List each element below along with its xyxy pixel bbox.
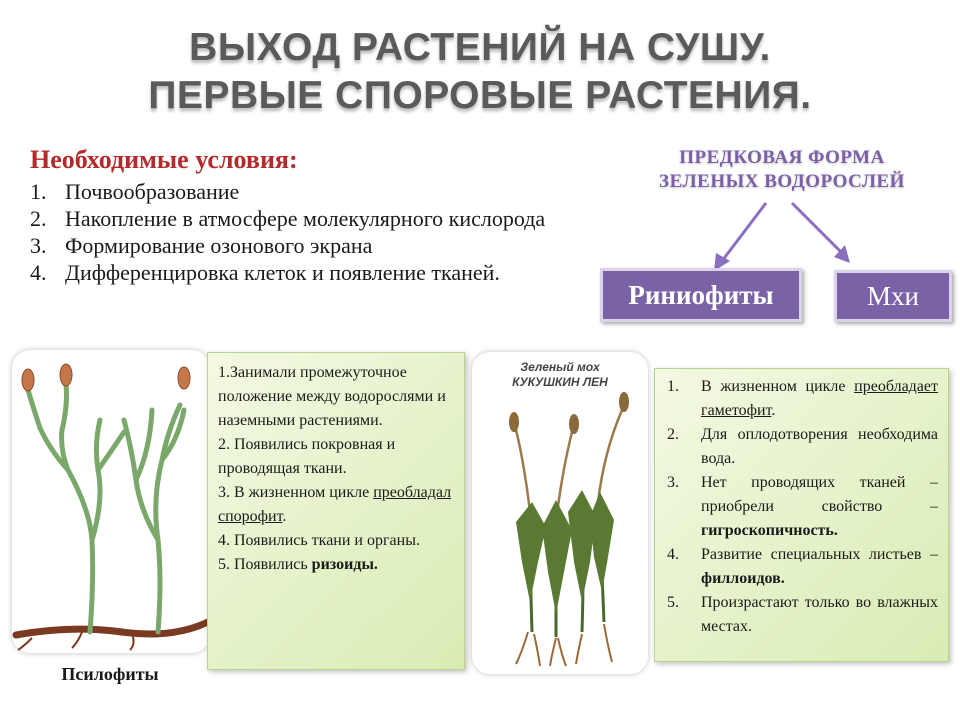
moss-fact: 1. В жизненном цикле преобладает гаметофит. bbox=[667, 378, 938, 419]
rhyniophytes-box: Риниофиты bbox=[600, 268, 802, 322]
moss-illustration bbox=[472, 352, 648, 674]
psilophyte-fact: 2. Появились покровная и проводящая ткани. bbox=[218, 436, 396, 477]
ancestor-form-title: ПРЕДКОВАЯ ФОРМА ЗЕЛЕНЫХ ВОДОРОСЛЕЙ bbox=[659, 147, 905, 192]
slide-title-line1: ВЫХОД РАСТЕНИЙ НА СУШУ. bbox=[189, 26, 771, 69]
moss-fact: 5. Произрастают только во влажных местах. bbox=[667, 594, 938, 635]
moss-info-box bbox=[654, 368, 949, 662]
psilophyte-illustration bbox=[12, 350, 210, 653]
psilophytes-info-box bbox=[207, 352, 465, 670]
conditions-heading: Необходимые условия: bbox=[30, 145, 298, 174]
psilophyte-plant-icon bbox=[12, 350, 210, 653]
psilophyte-fact: 1.Занимали промежуточное положение между водорослями и наземными растениями. bbox=[218, 364, 446, 429]
psilophyte-fact: 3. В жизненном цикле преобладал спорофит. bbox=[218, 484, 452, 525]
conditions-list bbox=[30, 178, 605, 286]
condition-item: 4. Дифференцировка клеток и появление тканей. bbox=[30, 260, 500, 285]
moss-fact: 4. Развитие специальных листьев – филлоидов. bbox=[667, 546, 938, 587]
psilophytes-label: Псилофиты bbox=[61, 664, 159, 684]
condition-item: 1. Почвообразование bbox=[30, 179, 240, 204]
moss-fact: 2. Для оплодотворения необходима вода. bbox=[667, 426, 938, 467]
condition-item: 2. Накопление в атмосфере молекулярного кислорода bbox=[30, 206, 546, 231]
moss-fact: 3. Нет проводящих тканей – приобрели свойство – гигроскопичность. bbox=[667, 474, 938, 539]
moss-plant-icon bbox=[472, 352, 648, 674]
branch-arrows bbox=[700, 195, 870, 275]
psilophyte-fact: 4. Появились ткани и органы. bbox=[218, 532, 420, 549]
slide-title-line2: ПЕРВЫЕ СПОРОВЫЕ РАСТЕНИЯ. bbox=[148, 74, 812, 117]
condition-item: 3. Формирование озонового экрана bbox=[30, 233, 373, 258]
psilophyte-fact: 5. Появились ризоиды. bbox=[218, 556, 378, 573]
moss-caption: Зеленый мох КУКУШКИН ЛЕН bbox=[512, 360, 608, 389]
mosses-box: Мхи bbox=[834, 270, 952, 322]
